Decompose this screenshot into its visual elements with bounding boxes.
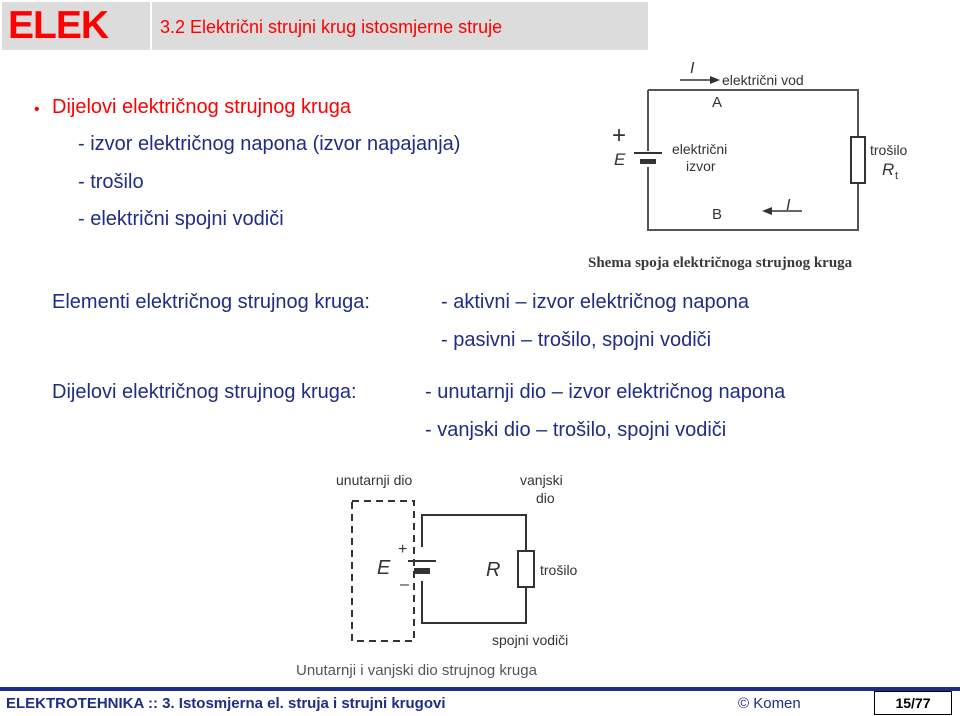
outer-label: vanjski (520, 472, 563, 488)
emf-label: E (377, 557, 391, 579)
circuit-diagram-2 (290, 465, 620, 687)
node-b-label: B (712, 206, 723, 223)
plus-sign: + (612, 122, 627, 149)
resistor-label: R (486, 559, 501, 581)
title-bar (152, 2, 648, 50)
parts-io-inner: - unutarnji dio – izvor električnog napona (425, 381, 786, 403)
footer (0, 687, 960, 716)
logo-box (2, 2, 150, 50)
load-label: trošilo (540, 562, 578, 578)
parts-item-load: - trošilo (78, 171, 144, 193)
page-number: 15/77 (895, 695, 931, 711)
elements-passive: - pasivni – trošilo, spojni vodiči (441, 329, 712, 351)
source-label: izvor (686, 158, 716, 174)
resistor-icon (851, 137, 865, 183)
bullet-icon: • (34, 101, 40, 118)
parts-heading: Dijelovi električnog strujnog kruga (52, 96, 352, 118)
slide-title: 3.2 Električni strujni krug istosmjerne struje (160, 17, 503, 37)
page-indicator (874, 691, 952, 715)
diagram1-caption: Shema spoja električnoga strujnog kruga (588, 255, 853, 271)
current-label: I (690, 60, 695, 77)
load-label: trošilo (870, 142, 908, 158)
footer-divider (0, 687, 960, 691)
inner-label: unutarnji dio (336, 472, 413, 488)
wire-label: električni vod (722, 72, 804, 88)
load-subscript: t (895, 170, 899, 182)
current-label: I (786, 197, 791, 214)
footer-course: ELEKTROTEHNIKA :: 3. Istosmjerna el. struja i strujni krugovi (6, 695, 446, 712)
parts-item-wires: - električni spojni vodiči (78, 208, 284, 230)
elements-active: - aktivni – izvor električnog napona (441, 291, 749, 313)
logo: ELEK (8, 4, 109, 47)
slide-header (0, 0, 960, 52)
parts-io-outer: - vanjski dio – trošilo, spojni vodiči (425, 419, 727, 441)
footer-copyright: © Komen (738, 695, 801, 712)
circuit-diagram-1 (600, 55, 930, 245)
outer-label: dio (536, 490, 555, 506)
minus-sign: – (400, 576, 409, 593)
plus-sign: + (398, 541, 408, 558)
resistor-icon (518, 551, 534, 587)
elements-label: Elementi električnog strujnog kruga: (52, 291, 370, 313)
source-label: električni (672, 141, 728, 157)
wires-label: spojni vodiči (492, 632, 569, 648)
diagram2-caption: Unutarnji i vanjski dio strujnog kruga (296, 662, 537, 679)
node-a-label: A (712, 94, 723, 111)
parts-io-label: Dijelovi električnog strujnog kruga: (52, 381, 357, 403)
load-symbol: R (882, 160, 895, 179)
emf-label: E (614, 150, 626, 169)
parts-item-source: - izvor električnog napona (izvor napajanja) (78, 133, 461, 155)
